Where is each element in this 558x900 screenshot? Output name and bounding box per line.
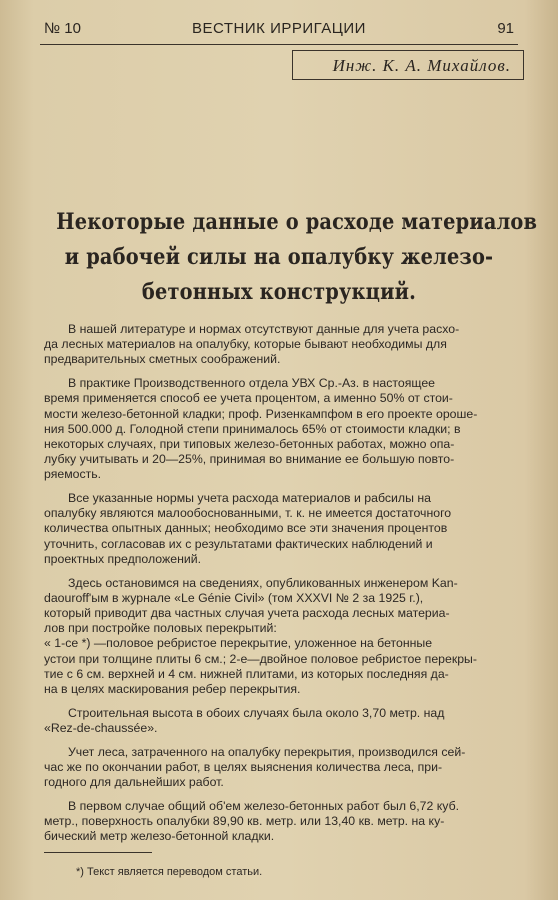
text-line: количества опытных данных; необходимо все эти значения процентов (44, 521, 448, 536)
text-line: В первом случае общий об'ем железо-бетонных работ был 6,72 куб. (68, 798, 460, 813)
footnote: *) Текст является переводом статьи. (76, 866, 263, 878)
paragraph (44, 706, 526, 736)
text-line: на в целях маскирования ребер перекрытия. (44, 681, 301, 696)
title-line-3: бетонных конструкций. (141, 279, 417, 305)
footnote-divider (44, 852, 152, 853)
text-line: лубку учитывать и 20—25%, принимая во внимание ее большую повто- (44, 452, 455, 467)
text-line: опалубку являются малообоснованными, т. к. не имеется достаточного (44, 506, 452, 521)
text-line: час же по окончании работ, в целях выяснения количества леса, при- (44, 759, 443, 774)
text-line: Учет леса, затраченного на опалубку перекрытия, производился сей- (68, 744, 466, 759)
text-line: В практике Производственного отдела УВХ Ср.-Аз. в настоящее (68, 376, 436, 391)
article-title (20, 205, 538, 310)
text-line: проектных предположений. (44, 551, 202, 566)
text-line: daouroff'ым в журнале «Le Génie Civil» (том XXXVI № 2 за 1925 г.), (44, 590, 424, 605)
text-line: мости железо-бетонной кладки; проф. Ризенкампфом в его проекте ороше- (44, 406, 478, 421)
text-line: да лесных материалов на опалубку, которые бывают необходимы для (44, 337, 447, 352)
text-line: Строительная высота в обоих случаях была около 3,70 метр. над (68, 705, 445, 720)
text-line: годного для дальнейших работ. (44, 774, 224, 789)
text-line: Все указанные нормы учета расхода материалов и рабсилы на (68, 491, 431, 506)
text-line: уточнить, согласовав их с результатами фактических наблюдений и (44, 536, 433, 551)
author-box: Инж. К. А. Михайлов. (292, 50, 524, 80)
text-line: устои при толщине плиты 6 см.; 2-е—двойное половое ребристое перекры- (44, 651, 477, 666)
text-line: предварительных сметных соображений. (44, 352, 281, 367)
paragraph (44, 322, 526, 368)
text-line: тие с 6 см. верхней и 4 см. нижней плитами, из которых последняя да- (44, 666, 449, 681)
text-line: « 1-се *) —половое ребристое перекрытие, уложенное на бетонные (44, 636, 433, 651)
running-header (40, 16, 518, 45)
paragraph (44, 576, 526, 698)
page-number: 91 (497, 20, 514, 37)
text-line: метр., поверхность опалубки 89,90 кв. метр. или 13,40 кв. метр. на ку- (44, 813, 445, 828)
title-line-2: и рабочей силы на опалубку железо- (64, 244, 494, 270)
paragraph (44, 799, 526, 845)
paragraph (44, 376, 526, 482)
paragraph (44, 745, 526, 791)
text-line: Здесь остановимся на сведениях, опубликованных инженером Kan- (68, 575, 458, 590)
paragraph (44, 491, 526, 567)
issue-number: № 10 (44, 20, 81, 37)
text-line: ния 500.000 д. Голодной степи принималось 65% от стоимости кладки; в (44, 421, 461, 436)
text-line: время применяется способ ее учета процентом, а именно 50% от стои- (44, 391, 453, 406)
text-line: «Rez-de-chaussée». (44, 720, 158, 735)
text-line: который приводит два частных случая учета расхода лесных материа- (44, 605, 450, 620)
text-line: В нашей литературе и нормах отсутствуют данные для учета расхо- (68, 322, 460, 336)
article-body (44, 322, 526, 853)
text-line: ряемость. (44, 467, 102, 482)
text-line: лов при постройке половых перекрытий: (44, 621, 277, 636)
text-line: некоторых случаях, при типовых железо-бетонных работах, можно опа- (44, 436, 455, 451)
journal-name: ВЕСТНИК ИРРИГАЦИИ (192, 20, 366, 37)
text-line: бический метр железо-бетонной кладки. (44, 829, 275, 844)
title-line-1: Некоторые данные о расходе материалов (56, 209, 538, 235)
